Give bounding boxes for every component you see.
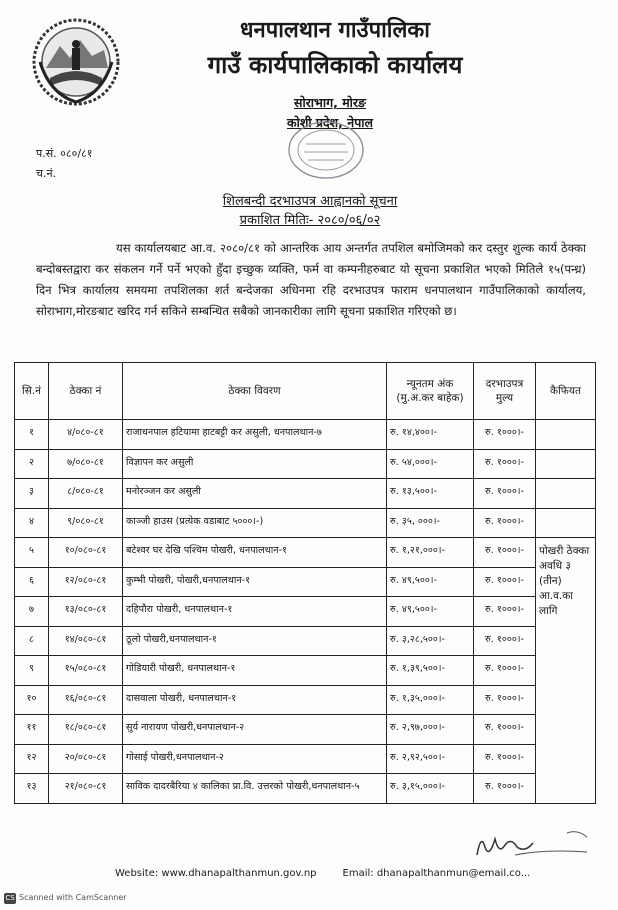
footer-email: Email: dhanapalthanmun@email.co...	[342, 868, 531, 879]
footer-contact	[115, 868, 530, 879]
row-min-amount: रु. १,३९,५००।-	[387, 656, 474, 686]
scanner-text: Scanned with CamScanner	[19, 893, 127, 902]
row-form-price: रु. १०००।-	[474, 744, 536, 774]
row-min-amount: रु. ३,१५,०००।-	[387, 774, 474, 804]
row-description: राजाधनपाल हटियामा हाटबट्टी कर असुली, धनपालथान-७	[123, 420, 387, 450]
pond-remark: पोखरी ठेक्का अवधि ३ (तीन) आ.व.का लागि	[536, 538, 596, 804]
row-min-amount: रु. १,३५,०००।-	[387, 685, 474, 715]
row-contract-no: १६/०८०-८१	[49, 685, 123, 715]
header-remarks: कैफियत	[536, 363, 596, 420]
row-sn: १२	[15, 744, 49, 774]
row-min-amount: रु. ३,२८,५००।-	[387, 626, 474, 656]
row-min-amount: रु. २,९२,५००।-	[387, 744, 474, 774]
table-row	[15, 508, 596, 538]
table-header-row	[15, 363, 596, 420]
signature-icon	[455, 825, 605, 870]
row-sn: २	[15, 449, 49, 479]
row-description: गोडियारी पोखरी, धनपालथान-१	[123, 656, 387, 686]
publish-date: प्रकाशित मितिः- २०८०/०६/०२	[239, 213, 381, 228]
row-contract-no: १२/०८०-८१	[49, 567, 123, 597]
dispatch-number: च.नं.	[36, 167, 57, 180]
row-sn: १	[15, 420, 49, 450]
row-contract-no: १०/०८०-८१	[49, 538, 123, 568]
row-contract-no: २१/०८०-८१	[49, 774, 123, 804]
row-remarks	[536, 449, 596, 479]
row-description: बटेश्वर घर देखि पश्चिम पोखरी, धनपालथान-१	[123, 538, 387, 568]
row-form-price: रु. १०००।-	[474, 774, 536, 804]
header-contract-no: ठेक्का नं	[49, 363, 123, 420]
row-min-amount: रु. ५४,०००।-	[387, 449, 474, 479]
row-sn: ११	[15, 715, 49, 745]
row-sn: ३	[15, 479, 49, 509]
row-form-price: रु. १०००।-	[474, 715, 536, 745]
scanner-watermark	[4, 893, 127, 904]
header-form-price: दरभाउपत्र मुल्य	[474, 363, 536, 420]
table-row	[15, 715, 596, 745]
row-contract-no: १८/०८०-८१	[49, 715, 123, 745]
row-sn: ८	[15, 626, 49, 656]
header-description: ठेक्का विवरण	[123, 363, 387, 420]
nepal-emblem-icon	[30, 16, 122, 108]
header-sn: सि.नं	[15, 363, 49, 420]
camscanner-logo-icon: CS	[5, 894, 15, 902]
table-row	[15, 626, 596, 656]
table-row	[15, 420, 596, 450]
row-min-amount: रु. ३५, ०००।-	[387, 508, 474, 538]
row-min-amount: रु. १,२१,०००।-	[387, 538, 474, 568]
row-contract-no: २०/०८०-८१	[49, 744, 123, 774]
row-contract-no: ९/०८०-८१	[49, 508, 123, 538]
row-min-amount: रु. ४९,५००।-	[387, 567, 474, 597]
row-description: गोसाई पोखरी,धनपालथान-२	[123, 744, 387, 774]
row-min-amount: रु. २,९७,०००।-	[387, 715, 474, 745]
table-row	[15, 567, 596, 597]
row-description: मनोरञ्जन कर असुली	[123, 479, 387, 509]
row-sn: १०	[15, 685, 49, 715]
notice-title: शिलबन्दी दरभाउपत्र आह्वानको सूचना	[222, 194, 398, 209]
row-form-price: रु. १०००।-	[474, 508, 536, 538]
row-sn: ९	[15, 656, 49, 686]
office-title: गाउँ कार्यपालिकाको कार्यालय	[207, 50, 463, 79]
row-sn: ४	[15, 508, 49, 538]
table-row	[15, 744, 596, 774]
row-contract-no: १३/०८०-८१	[49, 597, 123, 627]
table-row	[15, 597, 596, 627]
row-remarks	[536, 508, 596, 538]
row-remarks	[536, 479, 596, 509]
row-description: कुम्भी पोखरी, पोखरी,धनपालथान-१	[123, 567, 387, 597]
table-row	[15, 449, 596, 479]
row-description: दासवाला पोखरी, धनपालथान-१	[123, 685, 387, 715]
reference-number: प.सं. ०८०/८१	[36, 147, 93, 160]
row-description: विज्ञापन कर असुली	[123, 449, 387, 479]
row-min-amount: रु. १३,५००।-	[387, 479, 474, 509]
address-line-1: सोराभाग, मोरङ	[294, 95, 366, 110]
notice-body: यस कार्यालयबाट आ.व. २०८०/८१ को आन्तरिक आय अन्तर्गत तपशिल बमोजिमको कर दस्तुर शुल्क कार्य ठेक्का बन्दोबस्तद्वारा कर संकलन गर्ने पर्ने भएको हुँदा इच्छुक व्यक्ति, फर्म वा कम्पनीहरुबाट यो सूचना प्रकाशित भएको मितिले १५(पन्ध्र) दिन भित्र कार्यालय समयमा तपशिलका शर्त बन्देजका अधिनमा रहि दरभाउपत्र फाराम धनपालथान गाउँपालिकाको कार्यालय, सोराभाग,मोरङबाट खरिद गर्न सकिने सम्बन्धित सबैको जानकारीका लागि सूचना प्रकाशित गरिएको छ।	[36, 241, 586, 318]
row-form-price: रु. १०००।-	[474, 538, 536, 568]
row-form-price: रु. १०००।-	[474, 597, 536, 627]
row-description: साविक दादरबैरिया ४ कालिका प्रा.वि. उत्तरको पोखरी,धनपालथान-५	[123, 774, 387, 804]
row-sn: ५	[15, 538, 49, 568]
row-sn: १३	[15, 774, 49, 804]
table-row	[15, 685, 596, 715]
office-stamp-icon	[286, 118, 366, 182]
table-row	[15, 656, 596, 686]
tender-table	[14, 362, 596, 804]
municipality-title: धनपालथान गाउँपालिका	[239, 17, 431, 43]
row-contract-no: ७/०८०-८१	[49, 449, 123, 479]
row-form-price: रु. १०००।-	[474, 626, 536, 656]
row-form-price: रु. १०००।-	[474, 567, 536, 597]
row-contract-no: ८/०८०-८१	[49, 479, 123, 509]
row-form-price: रु. १०००।-	[474, 449, 536, 479]
table-row	[15, 538, 596, 568]
row-contract-no: ४/०८०-८१	[49, 420, 123, 450]
address-line-2: कोशी प्रदेश, नेपाल	[286, 115, 374, 130]
table-row	[15, 774, 596, 804]
row-form-price: रु. १०००।-	[474, 656, 536, 686]
row-sn: ७	[15, 597, 49, 627]
row-min-amount: रु. ४९,५००।-	[387, 597, 474, 627]
footer-website: Website: www.dhanapalthanmun.gov.np	[115, 868, 317, 879]
row-remarks	[536, 420, 596, 450]
table-row	[15, 479, 596, 509]
row-form-price: रु. १०००।-	[474, 685, 536, 715]
row-contract-no: १५/०८०-८१	[49, 656, 123, 686]
row-description: ठूलो पोखरी,धनपालथान-१	[123, 626, 387, 656]
row-contract-no: १४/०८०-८१	[49, 626, 123, 656]
row-min-amount: रु. १४,४००।-	[387, 420, 474, 450]
row-form-price: रु. १०००।-	[474, 479, 536, 509]
header-min-amount: न्यूनतम अंक (मु.अ.कर बाहेक)	[387, 363, 474, 420]
row-description: दहिपौरा पोखरी, धनपालथान-१	[123, 597, 387, 627]
row-description: काञ्जी हाउस (प्रत्येक वडाबाट ५०००।-)	[123, 508, 387, 538]
row-form-price: रु. १०००।-	[474, 420, 536, 450]
row-sn: ६	[15, 567, 49, 597]
row-description: सुर्य नारायण पोखरी,धनपालथान-२	[123, 715, 387, 745]
